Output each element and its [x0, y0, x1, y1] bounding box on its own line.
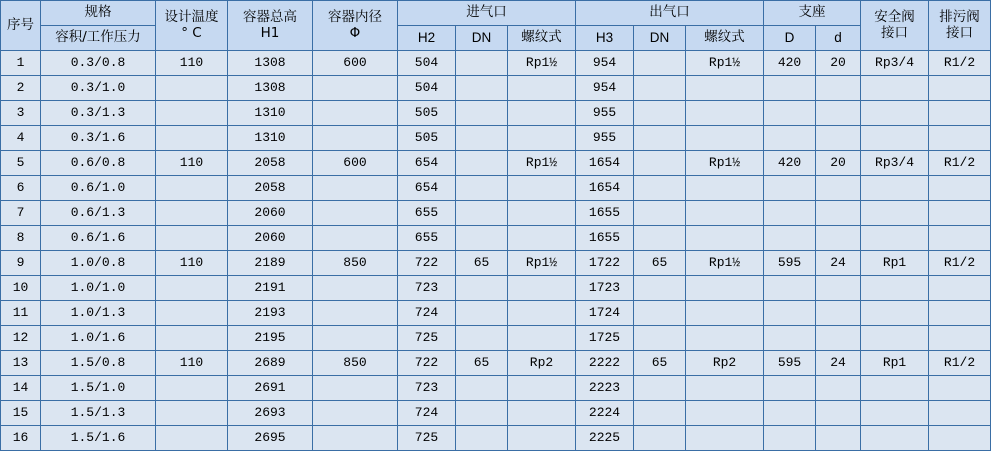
cell-h1: 2189 [228, 251, 313, 276]
table-row [1, 101, 991, 126]
cell-h1: 2060 [228, 201, 313, 226]
cell-inlet-thread [508, 201, 576, 226]
cell-support-d [764, 126, 816, 151]
cell-safety-valve: Rp1 [861, 251, 929, 276]
cell-spec: 1.5/1.0 [41, 376, 156, 401]
cell-h3: 954 [576, 51, 634, 76]
cell-h3: 955 [576, 101, 634, 126]
header-inlet-dn: DN [456, 26, 508, 51]
cell-safety-valve [861, 301, 929, 326]
cell-index: 13 [1, 351, 41, 376]
cell-support-d [764, 226, 816, 251]
cell-h1: 1310 [228, 101, 313, 126]
cell-h3: 2223 [576, 376, 634, 401]
table-row [1, 401, 991, 426]
cell-index: 7 [1, 201, 41, 226]
cell-h2: 722 [398, 351, 456, 376]
cell-design-temp: 110 [156, 351, 228, 376]
cell-outlet-thread [686, 301, 764, 326]
header-support-d-upper: D [764, 26, 816, 51]
cell-index: 9 [1, 251, 41, 276]
cell-h2: 723 [398, 376, 456, 401]
cell-support-d: 420 [764, 51, 816, 76]
table-row [1, 301, 991, 326]
cell-support-d-small [816, 426, 861, 451]
header-safety-valve: 安全阀 接口 [861, 1, 929, 51]
cell-h1: 2695 [228, 426, 313, 451]
cell-support-d-small [816, 401, 861, 426]
cell-drain-valve [929, 76, 991, 101]
cell-h3: 1725 [576, 326, 634, 351]
cell-outlet-thread [686, 126, 764, 151]
cell-index: 16 [1, 426, 41, 451]
cell-index: 1 [1, 51, 41, 76]
cell-diameter: 600 [313, 151, 398, 176]
cell-outlet-dn [634, 101, 686, 126]
cell-design-temp [156, 226, 228, 251]
cell-h1: 1310 [228, 126, 313, 151]
cell-outlet-dn [634, 151, 686, 176]
cell-h3: 2222 [576, 351, 634, 376]
cell-drain-valve [929, 401, 991, 426]
cell-inlet-dn [456, 376, 508, 401]
cell-support-d-small [816, 101, 861, 126]
cell-safety-valve [861, 201, 929, 226]
cell-support-d-small [816, 176, 861, 201]
cell-h3: 954 [576, 76, 634, 101]
cell-index: 8 [1, 226, 41, 251]
cell-inlet-dn [456, 176, 508, 201]
cell-inlet-dn: 65 [456, 251, 508, 276]
table-row [1, 351, 991, 376]
cell-drain-valve [929, 301, 991, 326]
cell-drain-valve [929, 426, 991, 451]
cell-safety-valve [861, 76, 929, 101]
cell-support-d [764, 301, 816, 326]
cell-support-d: 420 [764, 151, 816, 176]
table-row [1, 276, 991, 301]
cell-inlet-thread [508, 101, 576, 126]
cell-h3: 2224 [576, 401, 634, 426]
header-outlet: 出气口 [576, 1, 764, 26]
cell-drain-valve: R1/2 [929, 51, 991, 76]
cell-design-temp [156, 426, 228, 451]
header-h2: H2 [398, 26, 456, 51]
cell-h2: 655 [398, 201, 456, 226]
table-row [1, 201, 991, 226]
table-row [1, 51, 991, 76]
cell-safety-valve: Rp1 [861, 351, 929, 376]
cell-diameter [313, 201, 398, 226]
cell-inlet-thread [508, 376, 576, 401]
cell-support-d [764, 201, 816, 226]
cell-spec: 1.5/0.8 [41, 351, 156, 376]
cell-drain-valve [929, 176, 991, 201]
header-inlet-thread: 螺纹式 [508, 26, 576, 51]
cell-inlet-thread [508, 401, 576, 426]
cell-h3: 1655 [576, 201, 634, 226]
cell-support-d-small [816, 376, 861, 401]
cell-design-temp [156, 76, 228, 101]
table-row [1, 126, 991, 151]
cell-safety-valve [861, 176, 929, 201]
cell-outlet-dn [634, 226, 686, 251]
cell-inlet-thread [508, 176, 576, 201]
header-index: 序号 [1, 1, 41, 51]
cell-design-temp: 110 [156, 51, 228, 76]
cell-support-d-small [816, 301, 861, 326]
cell-inlet-dn: 65 [456, 351, 508, 376]
cell-safety-valve: Rp3/4 [861, 151, 929, 176]
cell-h2: 505 [398, 126, 456, 151]
cell-outlet-thread [686, 226, 764, 251]
cell-inlet-dn [456, 201, 508, 226]
cell-spec: 0.3/0.8 [41, 51, 156, 76]
cell-index: 12 [1, 326, 41, 351]
table-row [1, 176, 991, 201]
cell-design-temp [156, 101, 228, 126]
cell-diameter [313, 376, 398, 401]
cell-drain-valve [929, 276, 991, 301]
cell-spec: 0.6/1.6 [41, 226, 156, 251]
header-design-temp: 设计温度 ° C [156, 1, 228, 51]
cell-h3: 1654 [576, 151, 634, 176]
header-row-2 [1, 26, 991, 51]
cell-h3: 1654 [576, 176, 634, 201]
cell-spec: 0.3/1.6 [41, 126, 156, 151]
cell-outlet-dn [634, 76, 686, 101]
cell-inlet-thread [508, 226, 576, 251]
cell-drain-valve: R1/2 [929, 151, 991, 176]
cell-support-d-small [816, 326, 861, 351]
table-row [1, 226, 991, 251]
cell-spec: 0.6/1.3 [41, 201, 156, 226]
cell-h2: 724 [398, 401, 456, 426]
cell-inlet-dn [456, 301, 508, 326]
table-row [1, 151, 991, 176]
cell-index: 11 [1, 301, 41, 326]
cell-design-temp: 110 [156, 151, 228, 176]
cell-index: 6 [1, 176, 41, 201]
cell-drain-valve [929, 376, 991, 401]
cell-design-temp: 110 [156, 251, 228, 276]
cell-h2: 655 [398, 226, 456, 251]
cell-outlet-dn: 65 [634, 351, 686, 376]
cell-inlet-thread [508, 276, 576, 301]
header-outlet-thread: 螺纹式 [686, 26, 764, 51]
cell-inlet-thread: Rp1½ [508, 151, 576, 176]
cell-diameter [313, 301, 398, 326]
cell-support-d-small [816, 226, 861, 251]
cell-safety-valve [861, 376, 929, 401]
cell-outlet-dn [634, 51, 686, 76]
cell-spec: 0.3/1.3 [41, 101, 156, 126]
cell-drain-valve: R1/2 [929, 251, 991, 276]
cell-support-d [764, 101, 816, 126]
cell-inlet-thread [508, 326, 576, 351]
cell-h3: 2225 [576, 426, 634, 451]
cell-outlet-dn [634, 426, 686, 451]
cell-design-temp [156, 401, 228, 426]
cell-inlet-thread: Rp1½ [508, 51, 576, 76]
cell-drain-valve [929, 101, 991, 126]
cell-outlet-dn [634, 201, 686, 226]
cell-outlet-thread [686, 176, 764, 201]
cell-h2: 654 [398, 151, 456, 176]
cell-outlet-thread: Rp1½ [686, 151, 764, 176]
cell-drain-valve [929, 226, 991, 251]
cell-diameter [313, 326, 398, 351]
cell-outlet-thread [686, 76, 764, 101]
cell-diameter: 850 [313, 251, 398, 276]
cell-index: 2 [1, 76, 41, 101]
header-row-1 [1, 1, 991, 26]
cell-safety-valve [861, 326, 929, 351]
cell-outlet-dn [634, 126, 686, 151]
cell-outlet-thread: Rp2 [686, 351, 764, 376]
header-volume-pressure: 容积/工作压力 [41, 26, 156, 51]
cell-design-temp [156, 176, 228, 201]
cell-support-d-small: 20 [816, 51, 861, 76]
cell-outlet-thread [686, 376, 764, 401]
cell-outlet-dn [634, 401, 686, 426]
cell-spec: 1.5/1.6 [41, 426, 156, 451]
header-drain-valve: 排污阀 接口 [929, 1, 991, 51]
cell-inlet-thread: Rp1½ [508, 251, 576, 276]
cell-outlet-thread: Rp1½ [686, 251, 764, 276]
header-vessel-diameter: 容器内径 Φ [313, 1, 398, 51]
cell-spec: 1.0/1.6 [41, 326, 156, 351]
cell-safety-valve [861, 276, 929, 301]
cell-inlet-dn [456, 426, 508, 451]
cell-inlet-thread [508, 426, 576, 451]
cell-outlet-dn [634, 301, 686, 326]
cell-drain-valve [929, 201, 991, 226]
cell-spec: 0.3/1.0 [41, 76, 156, 101]
cell-inlet-thread [508, 301, 576, 326]
cell-diameter [313, 226, 398, 251]
cell-h1: 1308 [228, 76, 313, 101]
table-header [1, 1, 991, 51]
cell-spec: 0.6/0.8 [41, 151, 156, 176]
cell-inlet-thread [508, 76, 576, 101]
cell-outlet-thread [686, 101, 764, 126]
cell-inlet-dn [456, 101, 508, 126]
cell-support-d-small: 24 [816, 351, 861, 376]
cell-diameter: 600 [313, 51, 398, 76]
cell-safety-valve: Rp3/4 [861, 51, 929, 76]
cell-index: 4 [1, 126, 41, 151]
cell-h2: 725 [398, 326, 456, 351]
cell-h1: 2689 [228, 351, 313, 376]
cell-inlet-dn [456, 126, 508, 151]
cell-drain-valve [929, 126, 991, 151]
cell-inlet-thread: Rp2 [508, 351, 576, 376]
cell-safety-valve [861, 401, 929, 426]
cell-h1: 2693 [228, 401, 313, 426]
cell-spec: 0.6/1.0 [41, 176, 156, 201]
cell-h3: 955 [576, 126, 634, 151]
table-body [1, 51, 991, 451]
cell-diameter [313, 276, 398, 301]
cell-inlet-dn [456, 226, 508, 251]
cell-outlet-thread: Rp1½ [686, 51, 764, 76]
cell-support-d-small [816, 76, 861, 101]
cell-support-d [764, 426, 816, 451]
cell-inlet-dn [456, 151, 508, 176]
cell-inlet-thread [508, 126, 576, 151]
cell-h1: 2060 [228, 226, 313, 251]
cell-outlet-dn: 65 [634, 251, 686, 276]
cell-h1: 2691 [228, 376, 313, 401]
cell-spec: 1.0/0.8 [41, 251, 156, 276]
header-outlet-dn: DN [634, 26, 686, 51]
cell-h3: 1722 [576, 251, 634, 276]
cell-diameter [313, 126, 398, 151]
cell-support-d-small: 20 [816, 151, 861, 176]
cell-inlet-dn [456, 401, 508, 426]
cell-safety-valve [861, 426, 929, 451]
cell-design-temp [156, 326, 228, 351]
cell-inlet-dn [456, 51, 508, 76]
cell-drain-valve: R1/2 [929, 351, 991, 376]
cell-h1: 2193 [228, 301, 313, 326]
cell-support-d [764, 401, 816, 426]
cell-h3: 1724 [576, 301, 634, 326]
cell-support-d [764, 326, 816, 351]
cell-safety-valve [861, 101, 929, 126]
cell-outlet-thread [686, 326, 764, 351]
cell-index: 10 [1, 276, 41, 301]
cell-h1: 1308 [228, 51, 313, 76]
cell-outlet-thread [686, 401, 764, 426]
cell-index: 5 [1, 151, 41, 176]
cell-design-temp [156, 301, 228, 326]
cell-support-d [764, 176, 816, 201]
cell-outlet-dn [634, 376, 686, 401]
cell-diameter [313, 76, 398, 101]
cell-support-d-small [816, 201, 861, 226]
cell-h1: 2191 [228, 276, 313, 301]
cell-index: 15 [1, 401, 41, 426]
cell-safety-valve [861, 226, 929, 251]
header-support-d-lower: d [816, 26, 861, 51]
cell-outlet-thread [686, 426, 764, 451]
cell-h2: 505 [398, 101, 456, 126]
cell-support-d-small [816, 126, 861, 151]
cell-index: 14 [1, 376, 41, 401]
cell-drain-valve [929, 326, 991, 351]
table-row [1, 251, 991, 276]
cell-spec: 1.0/1.3 [41, 301, 156, 326]
cell-support-d [764, 76, 816, 101]
cell-outlet-dn [634, 326, 686, 351]
cell-design-temp [156, 126, 228, 151]
cell-outlet-thread [686, 201, 764, 226]
header-spec: 规格 [41, 1, 156, 26]
cell-diameter [313, 101, 398, 126]
cell-design-temp [156, 376, 228, 401]
cell-h2: 654 [398, 176, 456, 201]
cell-spec: 1.5/1.3 [41, 401, 156, 426]
cell-h2: 725 [398, 426, 456, 451]
table-row [1, 76, 991, 101]
cell-index: 3 [1, 101, 41, 126]
cell-support-d [764, 276, 816, 301]
cell-outlet-dn [634, 176, 686, 201]
cell-diameter [313, 401, 398, 426]
cell-outlet-dn [634, 276, 686, 301]
cell-safety-valve [861, 126, 929, 151]
cell-spec: 1.0/1.0 [41, 276, 156, 301]
table-row [1, 376, 991, 401]
cell-support-d-small: 24 [816, 251, 861, 276]
cell-outlet-thread [686, 276, 764, 301]
cell-inlet-dn [456, 326, 508, 351]
cell-h2: 504 [398, 51, 456, 76]
cell-support-d: 595 [764, 351, 816, 376]
header-vessel-height: 容器总高 H1 [228, 1, 313, 51]
cell-design-temp [156, 201, 228, 226]
cell-diameter: 850 [313, 351, 398, 376]
cell-h1: 2058 [228, 176, 313, 201]
cell-support-d [764, 376, 816, 401]
cell-design-temp [156, 276, 228, 301]
cell-h1: 2195 [228, 326, 313, 351]
cell-support-d-small [816, 276, 861, 301]
cell-h3: 1655 [576, 226, 634, 251]
cell-h2: 722 [398, 251, 456, 276]
cell-h2: 724 [398, 301, 456, 326]
header-support: 支座 [764, 1, 861, 26]
header-inlet: 进气口 [398, 1, 576, 26]
cell-h2: 723 [398, 276, 456, 301]
cell-inlet-dn [456, 76, 508, 101]
cell-support-d: 595 [764, 251, 816, 276]
cell-h3: 1723 [576, 276, 634, 301]
table-row [1, 326, 991, 351]
header-h3: H3 [576, 26, 634, 51]
cell-diameter [313, 426, 398, 451]
cell-h2: 504 [398, 76, 456, 101]
table-row [1, 426, 991, 451]
cell-inlet-dn [456, 276, 508, 301]
cell-diameter [313, 176, 398, 201]
cell-h1: 2058 [228, 151, 313, 176]
